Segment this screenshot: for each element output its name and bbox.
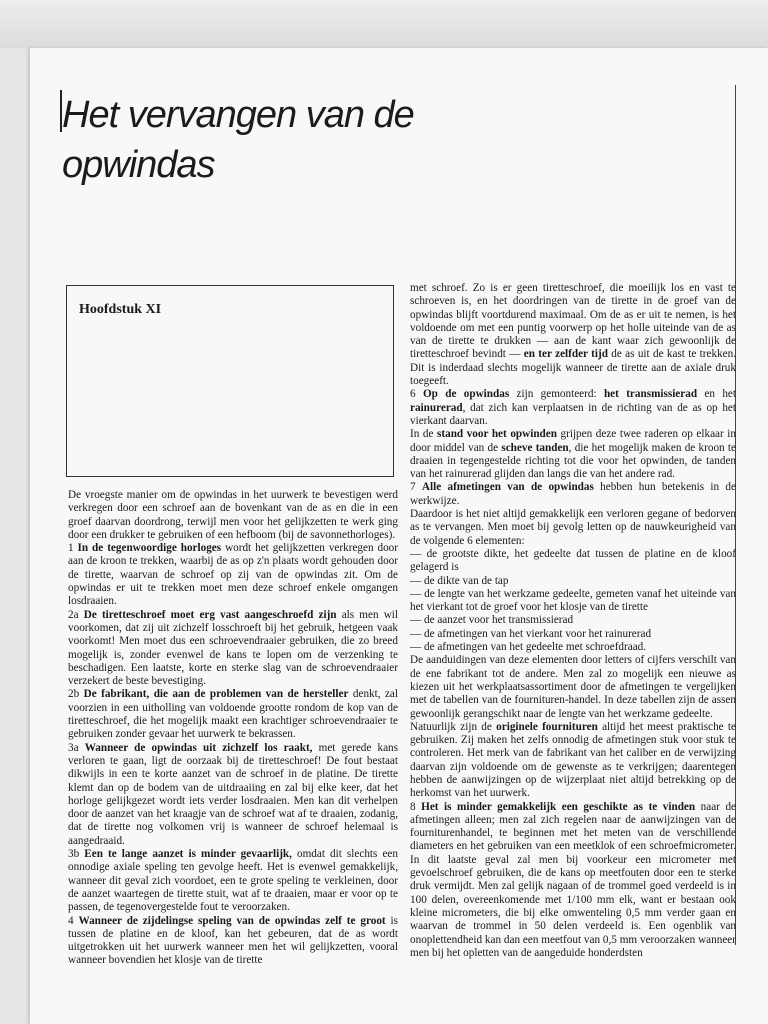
paragraph: [410, 428, 736, 481]
text-run: Daardoor is het niet altijd gemakkelijk een verloren gegane of bedorven as te vervangen. Men moet bij gevolg letten op de nauwkeurigheid van de volgende 6 elementen:: [410, 508, 736, 547]
text-run: — de dikte van de tap: [410, 574, 509, 587]
paragraph: [68, 542, 398, 608]
text-run: — de afmetingen van het vierkant voor het rainurerad: [410, 627, 652, 640]
text-run: 2b: [68, 688, 84, 701]
title-line-1: Het vervangen van de: [62, 94, 414, 136]
text-run: 4: [68, 914, 79, 927]
paragraph: [410, 548, 736, 575]
text-run: 3b: [68, 848, 85, 861]
right-text-column: [410, 282, 736, 960]
text-run: met schroef. Zo is er geen tiretteschroef, die moeilijk los en vast te schroeven is, en het doordringen van de tirette in de groef van de opwindas blijft voortdurend maximaal. Om de as er uit te nemen, is het voldoende om met een puntig voorwerp op het holle uiteinde van de as van de tirette te drukken — aan de kant waar zich gewoonlijk de tiretteschroef bevindt —: [410, 282, 736, 361]
chapter-label: Hoofdstuk XI: [79, 302, 162, 317]
bold-phrase: stand voor het opwinden: [437, 428, 557, 441]
bold-phrase: Alle afmetingen van de opwindas: [421, 481, 594, 494]
text-run: met gerede kans verloren te gaan, ligt de oorzaak bij de tiretteschroef! De fout bestaat dikwijls in een te korte aanzet van de schroef in de platine. De tirette klemt dan op de bodem van de uitdraaiing en zal bij elke keer, dat het horloge gelijkgezet wordt iets verder losdraaien. Men kan dit verhelpen door de aanzet van het kraagje van de schroef wat af te draaien, zodanig, dat de tirette nog volkomen vrij is wanneer de schroef helemaal is aangedraaid.: [68, 741, 399, 847]
paragraph: [410, 508, 736, 548]
paragraph: [410, 588, 736, 615]
paragraph: [410, 282, 736, 388]
text-run: 6: [410, 388, 423, 401]
text-run: 2a: [68, 608, 84, 621]
text-run: als men wil voorkomen, dat zij uit zichzelf losschroeft bij het gebruik, hetgeen vaak voorkomt! Men moet dus een schroevendraaier gebruiken, die zo breed mogelijk is, zonder evenwel de kans te lopen om de verzenking te beschadigen. Een laatste, korte en sterke slag van de schroevendraaier verzekert de beste bevestiging.: [68, 608, 399, 688]
text-run: Natuurlijk zijn de: [410, 720, 497, 733]
paragraph: [410, 654, 736, 720]
bold-phrase: In de tegenwoordige horloges: [77, 542, 222, 555]
text-run: — de lengte van het werkzame gedeelte, gemeten vanaf het uiteinde van het vierkant tot de groef voor het klosje van de tirette: [410, 587, 736, 614]
text-run: de as uit de kast te trekken. Dit is inderdaad slechts mogelijk wanneer de tirette aan de axiale druk toegeeft.: [410, 348, 736, 388]
bold-phrase: De fabrikant, die aan de problemen van de hersteller: [83, 688, 349, 701]
paragraph: [410, 628, 736, 641]
text-run: 7: [410, 481, 422, 494]
bold-phrase: Op de opwindas: [422, 388, 510, 401]
paragraph: [68, 742, 398, 848]
text-run: wordt het gelijkzetten verkregen door aan de kroon te trekken, waarbij de as op z'n plaats wordt gehouden door de tirette, waarvan de schroef op zij van de opwindas zit. Om de opwindas er uit te trekken moet men deze schroef enkele omgangen losdraaien.: [68, 542, 399, 608]
text-run: , dat zich kan verplaatsen in de richting van de as op het vierkant daarvan.: [410, 401, 736, 427]
paragraph: [68, 489, 398, 542]
bold-phrase: Wanneer de zijdelingse speling van de opwindas zelf te groot: [78, 914, 386, 927]
bold-phrase: Een te lange aanzet is minder gevaarlijk,: [84, 848, 292, 861]
text-run: De aanduidingen van deze elementen door letters of cijfers verschilt van de ene fabrikant tot de andere. Men zal zo mogelijk een nieuwe as kiezen uit het werkplaatsassortiment door de afmetingen te vergelijken met de tabellen van de fournituren-handel. In deze tabellen zijn de assen gewoonlijk gerangschikt naar de lengte van het werkzame gedeelte.: [410, 654, 736, 720]
text-run: altijd het meest praktische te gebruiken. Zij maken het zelfs onnodig de afmetingen stuk voor stuk te controleren. Het merk van de fabrikant van het caliber en de verwijzing daarvan zijn voldoende om de gewenste as te verkrijgen; daarentegen hebben de aanwijzingen op de wijzerplaat niet altijd betrekking op de herkomst van het uurwerk.: [410, 720, 736, 800]
bold-phrase: scheve tanden: [501, 441, 569, 454]
text-run: — de aanzet voor het transmissierad: [410, 614, 574, 627]
text-run: en het: [697, 388, 736, 401]
scan-top-band: [0, 0, 768, 48]
text-run: omdat dit slechts een onnodige axiale speling ten gevolge heeft. Het is evenwel gemakkelijk, wanneer dit geval zich voordoet, een te grote speling te verkleinen, door de aanzet waartegen de tirette stuit, wat af te draaien, maar er voor op te passen, de tegenovergestelde fout te veroorzaken.: [68, 848, 398, 914]
bold-phrase: rainurerad: [410, 401, 463, 414]
title-block: [62, 90, 702, 190]
bold-phrase: Het is minder gemakkelijk een geschikte as te vinden: [421, 800, 696, 813]
text-run: grijpen deze twee raderen op elkaar in door middel van de: [410, 428, 736, 454]
paragraph: [410, 641, 736, 654]
left-text-column: [68, 489, 398, 968]
text-run: In de: [410, 428, 438, 441]
bold-phrase: en ter zelfder tijd: [523, 348, 608, 361]
text-run: is tussen de platine en de kloof, kan het gebeuren, dat de as wordt uitgetrokken uit het uurwerk wanneer men het wil gelijkzetten, vooral wanneer bovendien het klosje van de tirette: [68, 914, 399, 967]
paragraph: [68, 688, 398, 741]
paragraph: [410, 575, 736, 588]
paragraph: [410, 388, 736, 428]
text-run: 8: [410, 800, 422, 813]
paragraph: [410, 721, 736, 801]
text-run: zijn gemonteerd:: [509, 388, 604, 401]
page-title: [62, 90, 702, 190]
text-run: — de afmetingen van het gedeelte met schroefdraad.: [410, 641, 647, 654]
text-run: naar de afmetingen alleen; men zal zich regelen naar de aanwijzingen van de fourniturenhandel, te beginnen met het meten van de verschillende diameters en het gebruiken van een meetklok of een schroefmicrometer. In dit laatste geval zal men bij voorkeur een micrometer met gevoelschroef gebruiken, die de kans op meetfouten door een te sterke druk vermijdt. Men zal gelijk nagaan of de trommel goed verdeeld is in 100 delen, overeenkomende met 1/100 mm elk, want er bestaan ook kleine micrometers, die bij elke omwenteling 0,5 mm verder gaan en waarvan de trommel in 50 delen verdeeld is. Een ogenblik van onoplettendheid kan dan een meetfout van 0,5 mm veroorzaken wanneer men bij het opletten van de aangeduide honderdsten: [410, 800, 736, 959]
paragraph: [68, 848, 398, 914]
text-run: — de grootste dikte, het gedeelte dat tussen de platine en de kloof gelagerd is: [410, 547, 736, 574]
paragraph: [68, 915, 398, 968]
text-run: , die het mogelijk maken de kroon te draaien in tegengestelde richting tot die voor het opwinden, de tanden van het rainurerad glijden dan langs die van het andere rad.: [410, 441, 736, 481]
text-run: denkt, zal voorzien in een uitholling van voldoende grootte rondom de kop van de tiretteschroef, die het mogelijk maakt een krachtiger schroevendraaier te gebruiken zonder gevaar het uurwerk te bekrassen.: [68, 688, 399, 741]
paragraph: [410, 481, 736, 508]
chapter-box: [66, 285, 394, 477]
bold-phrase: De tiretteschroef moet erg vast aangeschroefd zijn: [83, 608, 337, 621]
text-run: 3a: [68, 741, 85, 754]
bold-phrase: Wanneer de opwindas uit zichzelf los raakt,: [84, 741, 313, 754]
text-run: hebben hun betekenis in de werkwijze.: [410, 481, 736, 507]
bold-phrase: originele fournituren: [496, 720, 598, 733]
text-run: De vroegste manier om de opwindas in het uurwerk te bevestigen werd verkregen door een schroef aan de bovenkant van de as en die in een groef daarvan doordrong, terwijl men voor het gelijkzetten te werk ging door een drukker te gebruiken of een hefboom (bij de savonnethorloges).: [68, 489, 398, 541]
text-run: 1: [68, 542, 78, 555]
paragraph: [410, 614, 736, 627]
paragraph: [410, 801, 736, 961]
paragraph: [68, 609, 398, 689]
bold-phrase: het transmissierad: [603, 388, 698, 401]
title-line-2: opwindas: [62, 144, 215, 186]
